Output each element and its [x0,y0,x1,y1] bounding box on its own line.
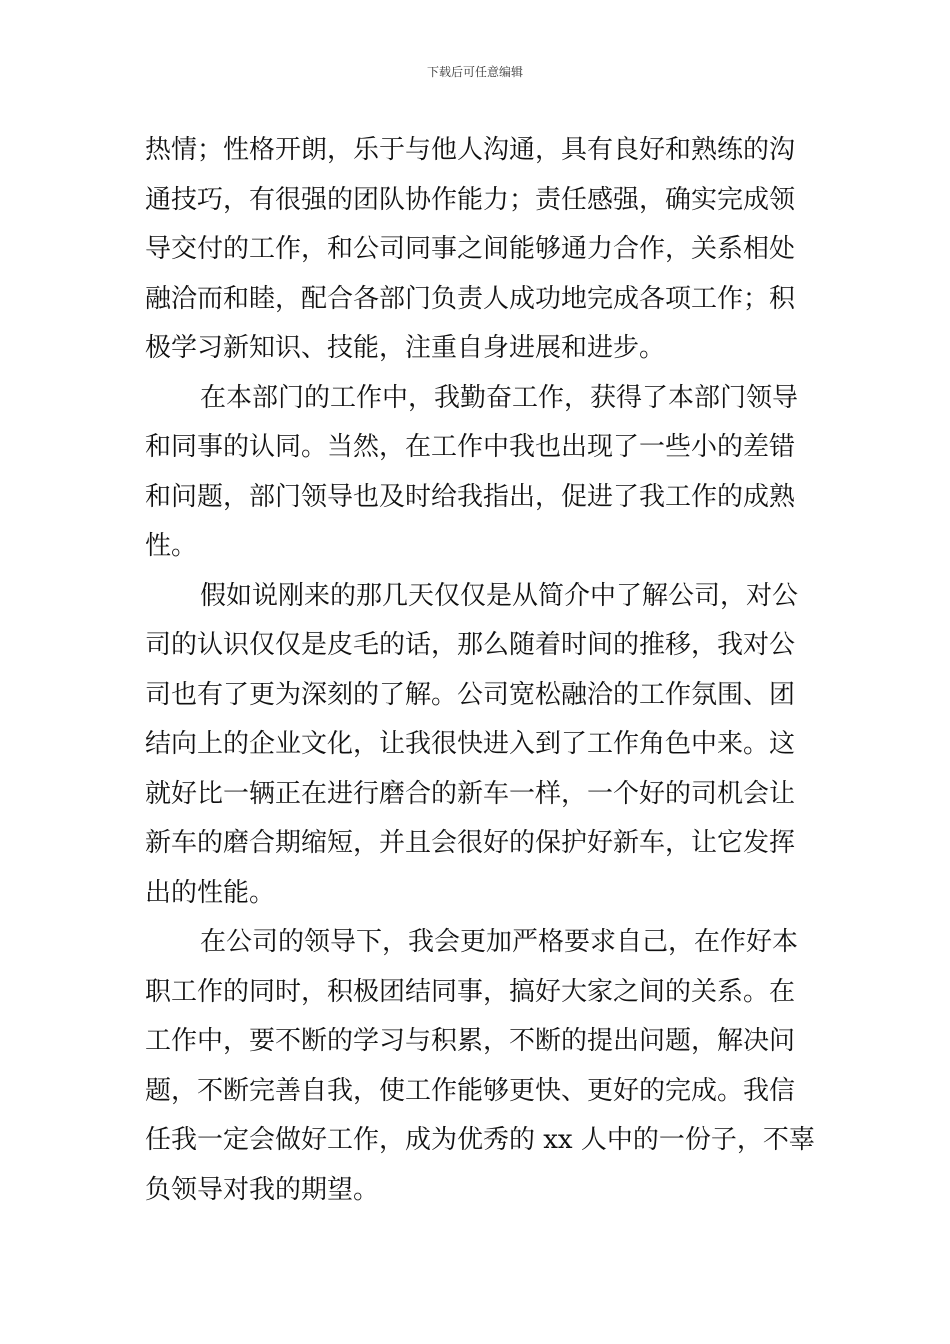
document-body [145,126,815,1215]
text-line: 职工作的同时，积极团结同事，搞好大家之间的关系。在 [145,976,796,1007]
text-line: 新车的磨合期缩短，并且会很好的保护好新车，让它发挥 [145,828,796,858]
paragraph [145,918,815,1215]
text-line: 出的性能。 [145,877,276,908]
text-line: 题，不断完善自我，使工作能够更快、更好的完成。我信 [145,1075,796,1106]
text-line: 融洽而和睦，配合各部门负责人成功地完成各项工作；积 [145,283,796,314]
text-line: 结向上的企业文化，让我很快进入到了工作角色中来。这 [145,729,796,759]
text-line: 和问题，部门领导也及时给我指出，促进了我工作的成熟 [145,481,796,512]
text-line: 在本部门的工作中，我勤奋工作，获得了本部门领导 [200,382,799,413]
text-line: 任我一定会做好工作，成为优秀的 xx 人中的一份子，不辜 [145,1125,815,1155]
text-line: 通技巧，有很强的团队协作能力；责任感强，确实完成领 [145,184,796,215]
text-line: 假如说刚来的那几天仅仅是从简介中了解公司，对公 [200,580,799,611]
paragraph [145,572,807,919]
text-line: 负领导对我的期望。 [145,1174,380,1205]
text-line: 和同事的认同。当然，在工作中我也出现了一些小的差错 [145,432,796,462]
text-line: 导交付的工作，和公司同事之间能够通力合作，关系相处 [145,234,796,264]
text-line: 热情；性格开朗，乐于与他人沟通，具有良好和熟练的沟 [145,135,796,165]
paragraph [145,126,807,374]
text-line: 就好比一辆正在进行磨合的新车一样，一个好的司机会让 [145,778,796,809]
text-line: 司也有了更为深刻的了解。公司宽松融洽的工作氛围、团 [145,679,796,710]
text-line: 性。 [145,531,198,561]
text-line: 工作中，要不断的学习与积累，不断的提出问题，解决问 [145,1026,796,1056]
text-line: 在公司的领导下，我会更加严格要求自己，在作好本 [200,927,799,957]
text-line: 司的认识仅仅是皮毛的话，那么随着时间的推移，我对公 [145,630,796,660]
paragraph [145,374,807,572]
page-header: 下载后可任意编辑 [426,65,523,79]
text-line: 极学习新知识、技能，注重自身进展和进步。 [145,333,666,363]
